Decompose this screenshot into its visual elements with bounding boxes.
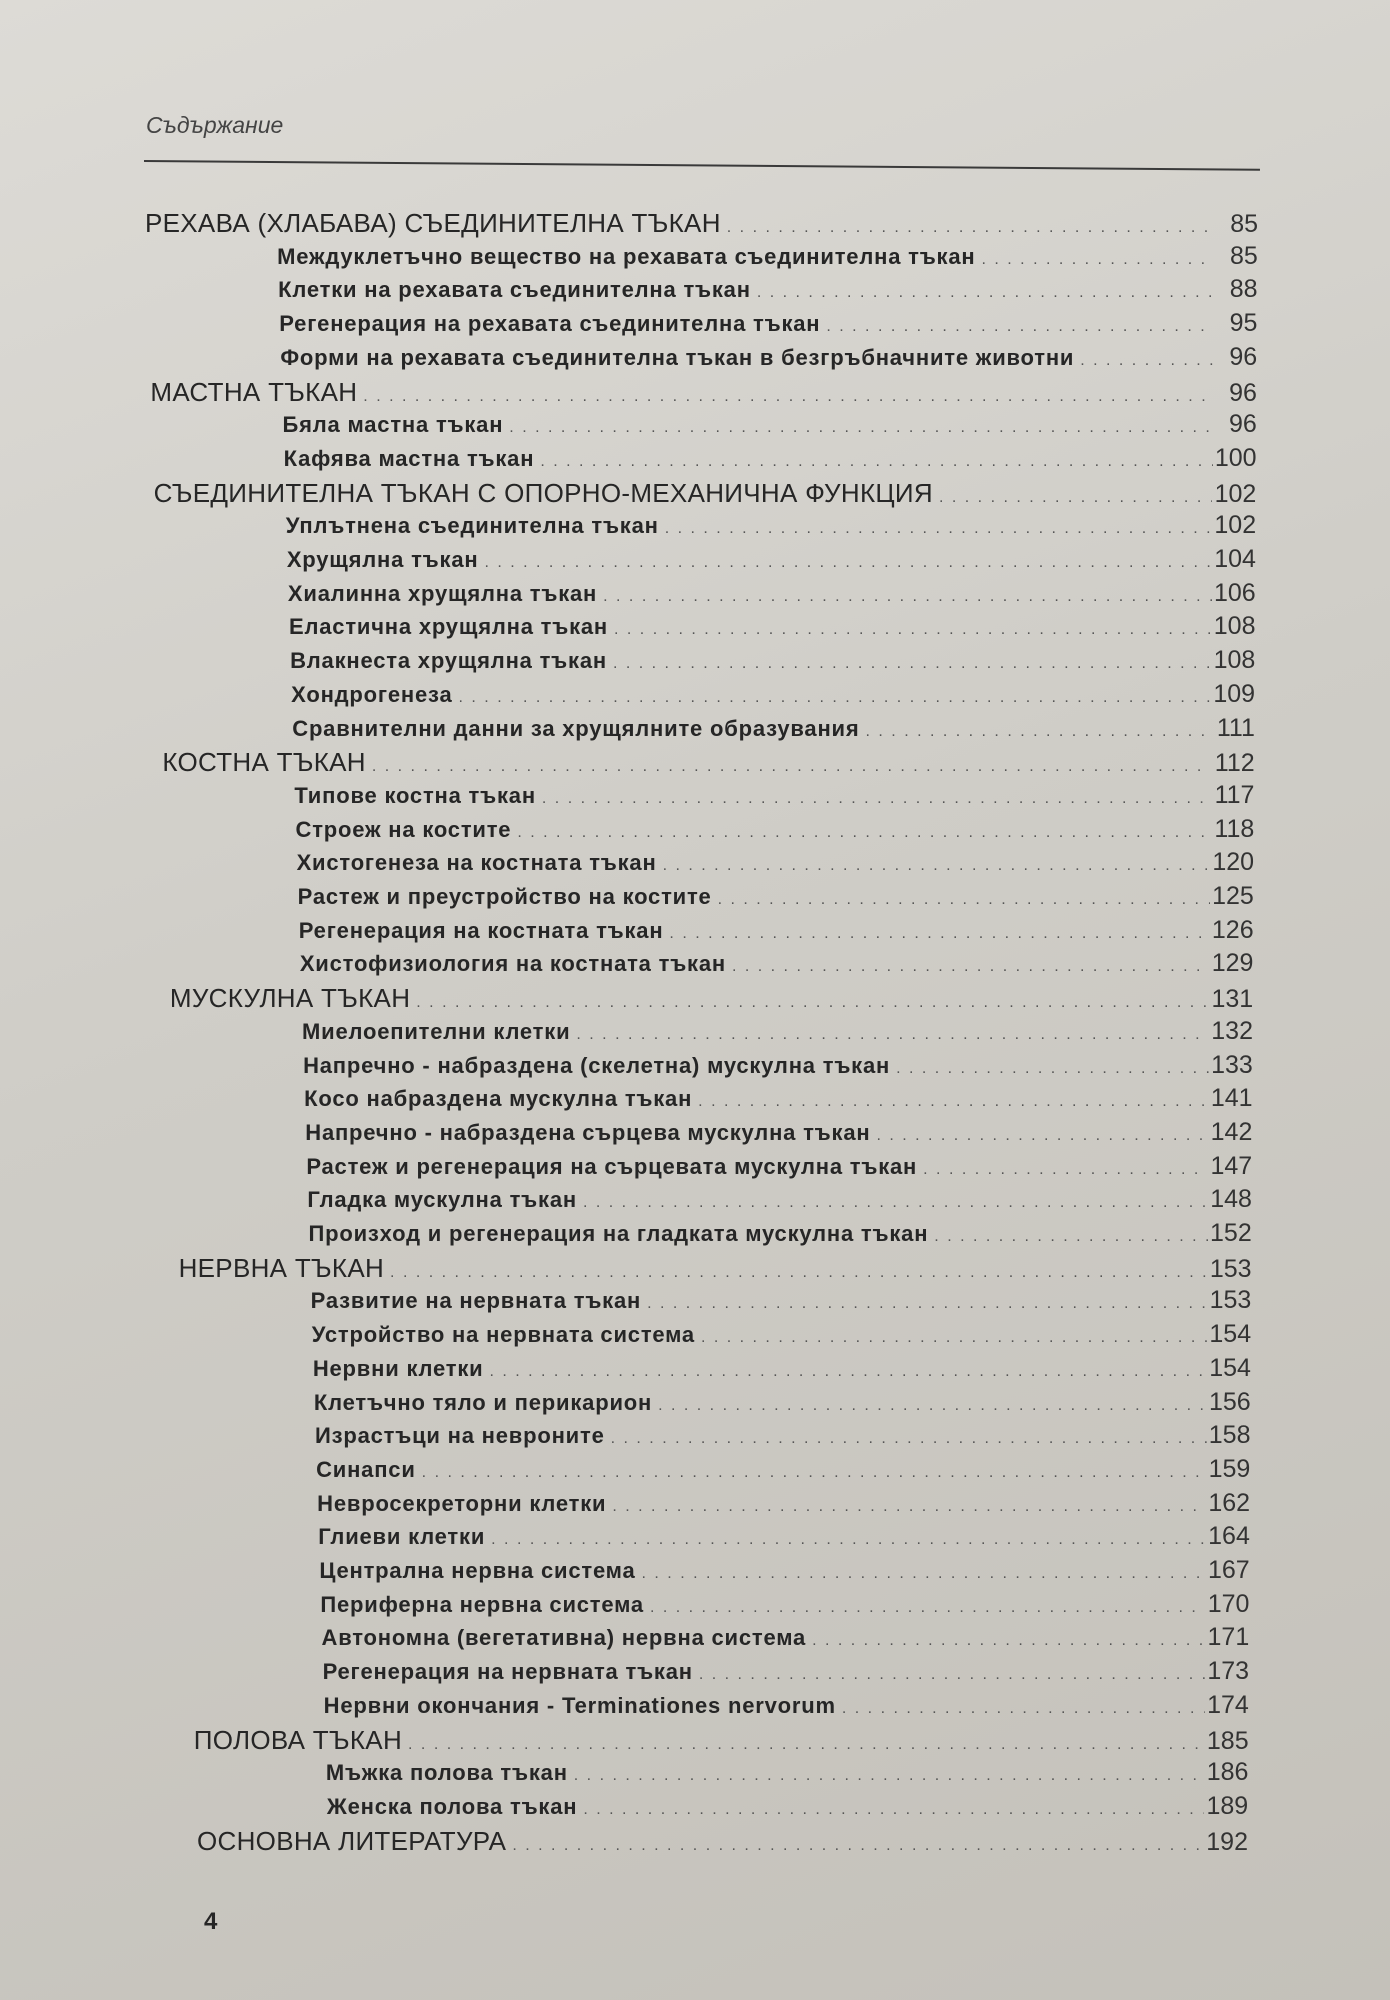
toc-entry (302, 1017, 1253, 1046)
leader-dots (542, 790, 1211, 808)
entry-page-number: 133 (1211, 1050, 1253, 1079)
toc-entry (314, 1388, 1251, 1417)
toc-entry (324, 1691, 1249, 1720)
leader-dots (866, 723, 1211, 741)
entry-page-number: 147 (1210, 1151, 1253, 1180)
leader-dots (509, 419, 1212, 437)
leader-dots (663, 857, 1210, 875)
leader-dots (896, 1060, 1209, 1078)
entry-page-number: 148 (1210, 1185, 1252, 1214)
leader-dots (698, 1093, 1208, 1111)
entry-title: Женска полова тъкан (326, 1793, 578, 1819)
entry-page-number: 154 (1209, 1353, 1251, 1382)
entry-title: Напречно - набраздена (скелетна) мускулна тъкан (303, 1052, 891, 1078)
entry-page-number: 170 (1207, 1589, 1250, 1618)
entry-page-number: 120 (1212, 848, 1255, 877)
toc-entry (306, 1152, 1252, 1181)
entry-title: Регенерация на костната тъкан (298, 917, 664, 943)
leader-dots (612, 1498, 1206, 1516)
entry-title: Нервни окончания - Terminationes nervorum (323, 1692, 836, 1718)
leader-dots (583, 1194, 1208, 1212)
entry-title: Регенерация на нервната тъкан (322, 1659, 693, 1685)
entry-title: РЕХАВА (ХЛАБАВА) СЪЕДИНИТЕЛНА ТЪКАН (145, 208, 721, 238)
entry-page-number: 109 (1213, 679, 1256, 708)
entry-page-number: 154 (1209, 1320, 1252, 1349)
entry-title: Напречно - набраздена сърцева мускулна тъкан (305, 1119, 871, 1145)
entry-title: Синапси (316, 1456, 416, 1482)
toc-section-heading (150, 377, 1257, 408)
entry-title: Хрущялна тъкан (286, 547, 479, 572)
entry-page-number: 108 (1213, 646, 1256, 675)
entry-title: Невросекреторни клетки (317, 1490, 607, 1516)
leader-dots (390, 1264, 1207, 1282)
toc-section-heading (154, 478, 1257, 509)
toc-entry (300, 949, 1254, 978)
toc-entry (320, 1590, 1249, 1619)
entry-title: Растеж и преустройство на костите (297, 884, 712, 909)
entry-page-number: 153 (1209, 1286, 1252, 1315)
toc-entry (311, 1286, 1252, 1315)
toc-entry (309, 1219, 1252, 1248)
entry-title: Клетки на рехавата съединителна тъкан (278, 277, 751, 303)
entry-title: Хистофизиология на костната тъкан (299, 951, 726, 977)
leader-dots (727, 219, 1214, 237)
entry-page-number: 162 (1208, 1488, 1251, 1517)
toc-entry (312, 1320, 1251, 1349)
leader-dots (363, 388, 1213, 406)
toc-entry (292, 714, 1255, 743)
entry-page-number: 85 (1229, 241, 1258, 270)
leader-dots (603, 588, 1212, 606)
entry-page-number: 118 (1214, 814, 1255, 843)
toc-entry (322, 1623, 1250, 1652)
entry-page-number: 185 (1206, 1726, 1249, 1755)
entry-title: Типове костна тъкан (294, 782, 536, 808)
entry-page-number: 158 (1208, 1421, 1251, 1450)
toc-entry (279, 309, 1257, 338)
entry-page-number: 85 (1230, 210, 1258, 238)
toc-entry (316, 1455, 1250, 1484)
entry-title: Хистогенеза на костната тъкан (296, 850, 657, 876)
toc-entry (298, 882, 1254, 911)
entry-title: Влакнеста хрущялна тъкан (290, 648, 607, 674)
toc-section-heading (194, 1725, 1249, 1756)
entry-page-number: 153 (1209, 1254, 1252, 1283)
entry-title: ОСНОВНА ЛИТЕРАТУРА (197, 1825, 507, 1856)
leader-dots (934, 1228, 1207, 1246)
entry-title: Клетъчно тяло и перикарион (313, 1389, 653, 1415)
entry-page-number: 141 (1210, 1084, 1253, 1113)
entry-title: МУСКУЛНА ТЪКАН (169, 983, 411, 1014)
entry-page-number: 125 (1212, 882, 1254, 910)
toc-entry (327, 1792, 1248, 1821)
leader-dots (650, 1599, 1205, 1617)
leader-dots (732, 958, 1209, 976)
entry-page-number: 96 (1229, 342, 1258, 371)
toc-entry (284, 444, 1257, 473)
toc-entry (289, 612, 1256, 641)
leader-dots (876, 1127, 1208, 1145)
entry-page-number: 186 (1206, 1758, 1249, 1787)
leader-dots (939, 489, 1212, 507)
toc-entry (294, 781, 1254, 810)
entry-title: ПОЛОВА ТЪКАН (193, 1724, 403, 1755)
entry-title: Централна нервна система (319, 1558, 636, 1583)
entry-title: Нервни клетки (312, 1355, 484, 1381)
running-header: Съдържание (146, 112, 284, 138)
leader-dots (614, 621, 1211, 639)
entry-title: Строеж на костите (295, 816, 512, 842)
entry-title: Автономна (вегетативна) нервна система (321, 1625, 807, 1651)
leader-dots (408, 1736, 1205, 1754)
entry-title: Растеж и регенерация на сърцевата мускулна тъкан (306, 1153, 918, 1179)
leader-dots (372, 758, 1211, 776)
leader-dots (826, 318, 1213, 336)
entry-page-number: 111 (1216, 713, 1255, 742)
toc-entry (286, 511, 1256, 540)
entry-title: СЪЕДИНИТЕЛНА ТЪКАН С ОПОРНО-МЕХАНИЧНА ФУНКЦИЯ (153, 477, 933, 508)
entry-page-number: 132 (1211, 1016, 1253, 1045)
toc-section-heading (145, 208, 1258, 239)
leader-dots (491, 1531, 1206, 1549)
toc-entry (326, 1758, 1249, 1787)
entry-title: Гладка мускулна тъкан (307, 1187, 577, 1213)
entry-title: Хондрогенеза (291, 681, 453, 707)
toc-entry (288, 579, 1256, 608)
toc-entry (280, 343, 1257, 372)
toc-entry (318, 1522, 1250, 1551)
toc-entry (315, 1421, 1251, 1450)
entry-page-number: 189 (1206, 1791, 1249, 1820)
entry-title: Периферна нервна система (320, 1591, 644, 1617)
leader-dots (923, 1161, 1208, 1179)
entry-title: НЕРВНА ТЪКАН (178, 1252, 385, 1283)
leader-dots (982, 251, 1214, 269)
entry-title: Сравнителни данни за хрущялните образувания (292, 715, 860, 741)
entry-title: Хиалинна хрущялна тъкан (287, 580, 598, 606)
leader-dots (540, 453, 1212, 471)
toc-entry (304, 1084, 1252, 1113)
entry-page-number: 96 (1228, 410, 1257, 439)
entry-title: Произход и регенерация на гладката мускулна тъкан (308, 1221, 929, 1246)
entry-page-number: 96 (1229, 378, 1257, 407)
leader-dots (583, 1801, 1204, 1819)
toc-entry (277, 242, 1258, 271)
toc-entry (319, 1556, 1249, 1585)
leader-dots (669, 925, 1209, 943)
leader-dots (459, 689, 1212, 707)
leader-dots (757, 284, 1214, 302)
entry-title: Глиеви клетки (318, 1524, 486, 1550)
entry-title: Междуклетъчно вещество на рехавата съединителна тъкан (277, 243, 976, 269)
leader-dots (1080, 352, 1213, 370)
entry-page-number: 117 (1214, 780, 1255, 809)
leader-dots (642, 1565, 1206, 1583)
toc-entry (307, 1185, 1252, 1214)
leader-dots (576, 1026, 1209, 1044)
entry-page-number: 167 (1207, 1556, 1250, 1584)
toc-entry (297, 848, 1254, 877)
leader-dots (484, 554, 1211, 572)
toc-entry (313, 1354, 1251, 1383)
leader-dots (517, 824, 1210, 842)
leader-dots (613, 655, 1211, 673)
toc-section-heading (162, 747, 1254, 778)
toc-entry (305, 1118, 1252, 1147)
entry-page-number: 106 (1213, 578, 1256, 607)
leader-dots (699, 1666, 1205, 1684)
leader-dots (665, 520, 1212, 538)
page-number: 4 (204, 1908, 218, 1935)
entry-page-number: 95 (1229, 309, 1258, 338)
entry-title: Еластична хрущялна тъкан (289, 614, 609, 640)
entry-title: Косо набраздена мускулна тъкан (304, 1086, 693, 1112)
entry-title: КОСТНА ТЪКАН (162, 747, 366, 778)
entry-page-number: 108 (1213, 612, 1256, 641)
entry-title: МАСТНА ТЪКАН (150, 376, 358, 407)
entry-page-number: 104 (1214, 545, 1256, 573)
leader-dots (416, 994, 1209, 1012)
leader-dots (812, 1632, 1205, 1650)
toc-entry (278, 275, 1257, 304)
leader-dots (489, 1363, 1206, 1381)
leader-dots (574, 1767, 1205, 1785)
leader-dots (658, 1397, 1207, 1415)
toc-section-heading (170, 983, 1253, 1014)
leader-dots (701, 1329, 1207, 1347)
header-rule (144, 160, 1260, 171)
entry-page-number: 102 (1214, 479, 1257, 508)
leader-dots (718, 891, 1210, 909)
entry-title: Миелоепителни клетки (302, 1018, 571, 1044)
entry-title: Форми на рехавата съединителна тъкан в безгръбначните животни (280, 344, 1075, 370)
entry-page-number: 88 (1229, 275, 1258, 304)
entry-page-number: 129 (1211, 949, 1254, 978)
entry-page-number: 152 (1210, 1219, 1252, 1247)
toc-entry (303, 1051, 1253, 1080)
entry-page-number: 171 (1207, 1623, 1250, 1652)
toc-entry (290, 646, 1255, 675)
entry-page-number: 156 (1208, 1387, 1251, 1416)
toc-entry (299, 916, 1254, 945)
entry-title: Регенерация на рехавата съединителна тъкан (279, 311, 821, 337)
entry-title: Развитие на нервната тъкан (310, 1288, 642, 1314)
toc-entry (287, 545, 1256, 574)
entry-page-number: 102 (1214, 511, 1257, 540)
entry-page-number: 192 (1206, 1827, 1248, 1856)
toc-entry (323, 1657, 1249, 1686)
leader-dots (647, 1295, 1207, 1313)
entry-page-number: 174 (1207, 1690, 1249, 1719)
entry-title: Устройство на нервната система (311, 1322, 695, 1348)
entry-page-number: 173 (1207, 1657, 1250, 1686)
toc-entry (296, 815, 1255, 844)
entry-page-number: 131 (1211, 985, 1254, 1014)
leader-dots (842, 1700, 1205, 1718)
toc-section-heading (179, 1253, 1252, 1284)
entry-title: Израстъци на невроните (315, 1423, 605, 1449)
toc-entry (317, 1489, 1250, 1518)
entry-page-number: 112 (1214, 749, 1255, 778)
leader-dots (422, 1464, 1207, 1482)
toc-entry (283, 410, 1257, 439)
entry-title: Уплътнена съединителна тъкан (285, 513, 659, 539)
entry-page-number: 100 (1214, 443, 1257, 472)
toc-entry (291, 680, 1255, 709)
entry-page-number: 126 (1211, 915, 1254, 944)
leader-dots (611, 1430, 1207, 1448)
entry-page-number: 164 (1208, 1522, 1250, 1551)
entry-title: Бяла мастна тъкан (282, 412, 504, 438)
entry-title: Мъжка полова тъкан (325, 1760, 568, 1786)
entry-page-number: 159 (1208, 1454, 1251, 1483)
toc-section-heading (197, 1826, 1248, 1857)
entry-page-number: 142 (1210, 1117, 1253, 1146)
leader-dots (512, 1837, 1204, 1855)
entry-title: Кафява мастна тъкан (283, 445, 535, 471)
